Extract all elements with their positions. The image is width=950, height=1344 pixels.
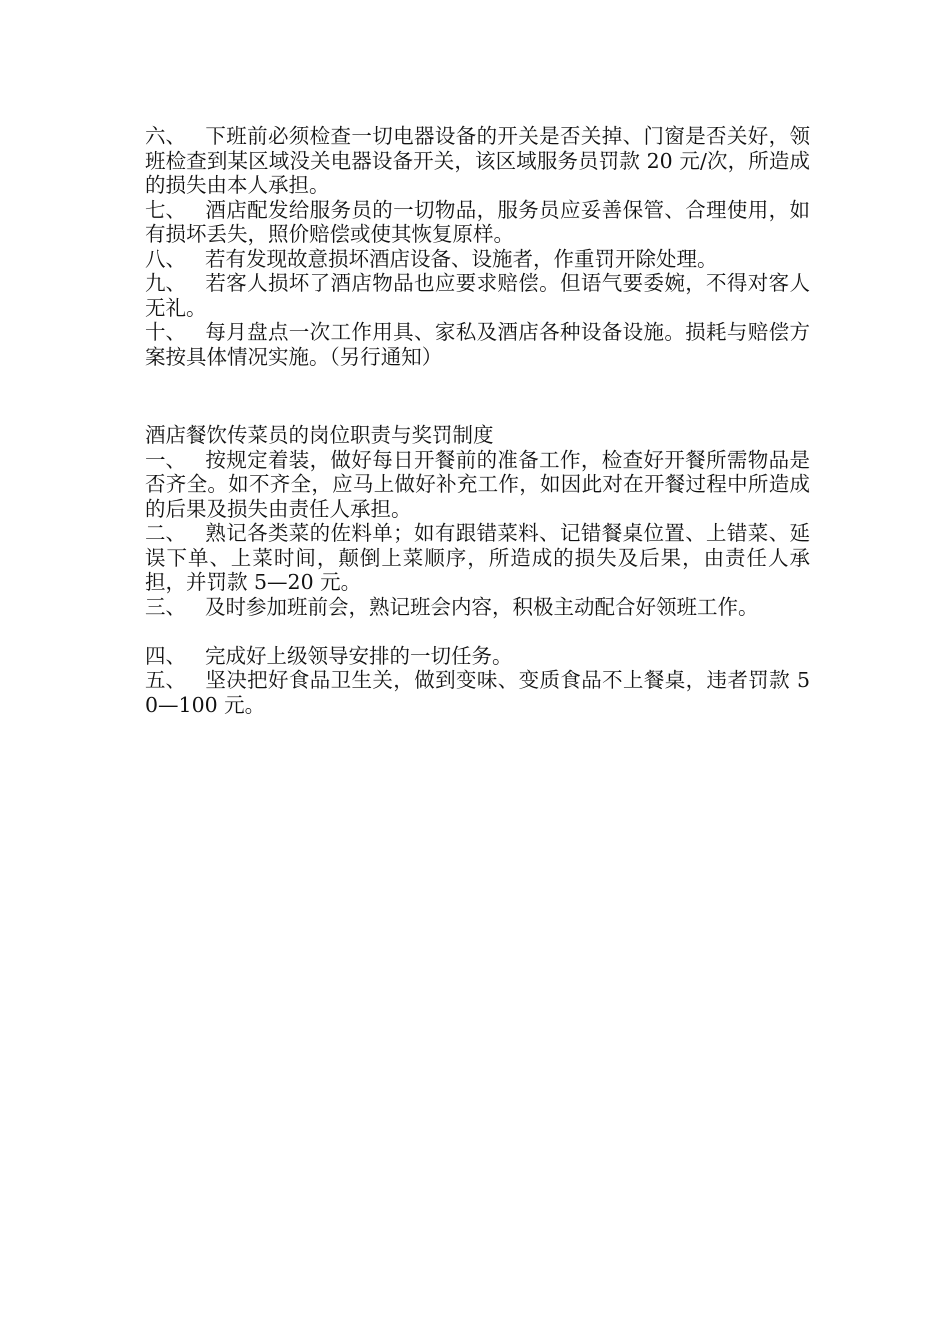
item-text: 若有发现故意损坏酒店设备、设施者，作重罚开除处理。 [205, 246, 718, 271]
item-text: 按规定着装，做好每日开餐前的准备工作，检查好开餐所需物品是否齐全。如不齐全，应马上做好补充工作，如因此对在开餐过程中所造成的后果及损失由责任人承担。 [145, 447, 810, 521]
rule-item-10 [145, 320, 810, 369]
rule-item-8 [145, 247, 810, 272]
rule-item-9 [145, 271, 810, 320]
item-number: 一、 [145, 447, 186, 472]
item-number: 二、 [145, 521, 186, 545]
item-number: 五、 [145, 668, 186, 692]
item-number: 七、 [145, 197, 186, 222]
duty-item-4 [145, 644, 810, 669]
item-number: 六、 [145, 124, 186, 148]
item-number: 十、 [145, 320, 186, 344]
item-number: 九、 [145, 271, 186, 295]
item-text: 若客人损坏了酒店物品也应要求赔偿。但语气要委婉，不得对客人无礼。 [145, 271, 810, 320]
duty-item-5 [145, 668, 810, 717]
section-b [145, 423, 810, 717]
item-text: 熟记各类菜的佐料单；如有跟错菜料、记错餐桌位置、上错菜、延误下单、上菜时间，颠倒上菜顺序，所造成的损失及后果，由责任人承担，并罚款 5—20 元。 [145, 521, 810, 594]
duty-item-3 [145, 595, 810, 620]
item-number: 八、 [145, 246, 186, 271]
item-text: 及时参加班前会，熟记班会内容，积极主动配合好领班工作。 [205, 594, 759, 619]
rule-item-7 [145, 198, 810, 247]
item-text: 坚决把好食品卫生关，做到变味、变质食品不上餐桌，违者罚款 50—100 元。 [145, 668, 810, 717]
item-text: 酒店配发给服务员的一切物品，服务员应妥善保管、合理使用，如有损坏丢失，照价赔偿或使其恢复原样。 [145, 197, 810, 246]
rule-item-6 [145, 124, 810, 198]
item-text: 完成好上级领导安排的一切任务。 [205, 643, 513, 668]
section-title: 酒店餐饮传菜员的岗位职责与奖罚制度 [145, 423, 494, 447]
item-number: 四、 [145, 643, 186, 668]
duty-item-2 [145, 521, 810, 595]
item-number: 三、 [145, 594, 186, 619]
paragraph-gap [145, 619, 810, 644]
section-a [145, 124, 810, 369]
duty-item-1 [145, 448, 810, 522]
item-text: 下班前必须检查一切电器设备的开关是否关掉、门窗是否关好，领班检查到某区域没关电器设备开关，该区域服务员罚款 20 元/次，所造成的损失由本人承担。 [145, 124, 810, 197]
item-text: 每月盘点一次工作用具、家私及酒店各种设备设施。损耗与赔偿方案按具体情况实施。（另行通知） [145, 320, 810, 369]
